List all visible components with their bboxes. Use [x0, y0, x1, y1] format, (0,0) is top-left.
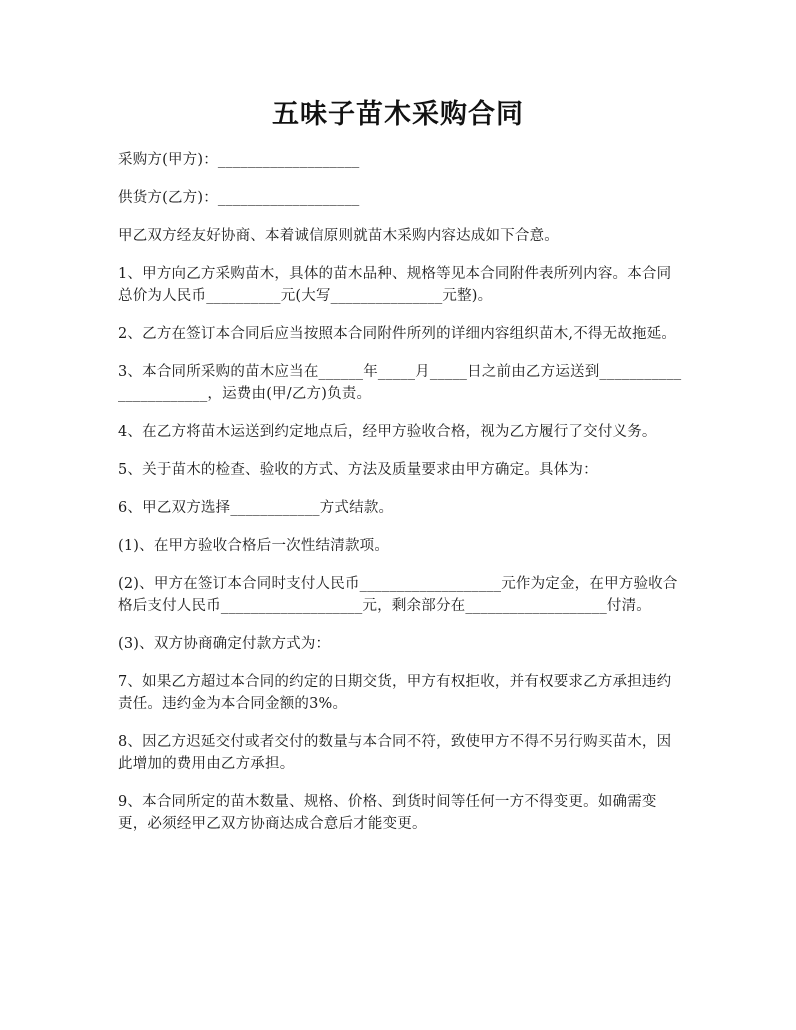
paragraph-clause-6-option-1: (1)、在甲方验收合格后一次性结清款项。 [118, 538, 390, 554]
paragraph-clause-6: 6、甲乙双方选择____________方式结款。 [118, 500, 394, 516]
paragraph-supplier: 供货方(乙方)：___________________ [118, 190, 360, 206]
paragraph-clause-3: 3、本合同所采购的苗木应当在______年_____月_____日之前由乙方运送到_______________________，运费由(甲/乙方)负责。 [118, 364, 682, 402]
paragraph-clause-7: 7、如果乙方超过本合同的约定的日期交货，甲方有权拒收，并有权要求乙方承担违约责任。违约金为本合同金额的3%。 [118, 674, 672, 712]
paragraph-preamble: 甲乙双方经友好协商、本着诚信原则就苗木采购内容达成如下合意。 [118, 228, 559, 244]
paragraph-clause-8: 8、因乙方迟延交付或者交付的数量与本合同不符，致使甲方不得不另行购买苗木，因此增加的费用由乙方承担。 [118, 734, 672, 772]
paragraph-clause-9: 9、本合同所定的苗木数量、规格、价格、到货时间等任何一方不得变更。如确需变更，必须经甲乙双方协商达成合意后才能变更。 [118, 794, 657, 832]
document-body [118, 149, 682, 851]
paragraph-clause-6-option-3: (3)、双方协商确定付款方式为： [118, 636, 331, 652]
paragraph-clause-1: 1、甲方向乙方采购苗木，具体的苗木品种、规格等见本合同附件表所列内容。本合同总价为人民币__________元(大写_______________元整)。 [118, 266, 672, 304]
paragraph-buyer: 采购方(甲方)：___________________ [118, 152, 360, 168]
paragraph-clause-5: 5、关于苗木的检查、验收的方式、方法及质量要求由甲方确定。具体为： [118, 462, 598, 478]
paragraph-clause-6-option-2: (2)、甲方在签订本合同时支付人民币___________________元作为定金，在甲方验收合格后支付人民币___________________元，剩余部分在___________________付清。 [118, 576, 678, 614]
paragraph-clause-2: 2、乙方在签订本合同后应当按照本合同附件所列的详细内容组织苗木,不得无故拖延。 [118, 326, 677, 342]
paragraph-clause-4: 4、在乙方将苗木运送到约定地点后，经甲方验收合格，视为乙方履行了交付义务。 [118, 424, 657, 440]
document-title: 五味子苗木采购合同 [272, 99, 524, 130]
